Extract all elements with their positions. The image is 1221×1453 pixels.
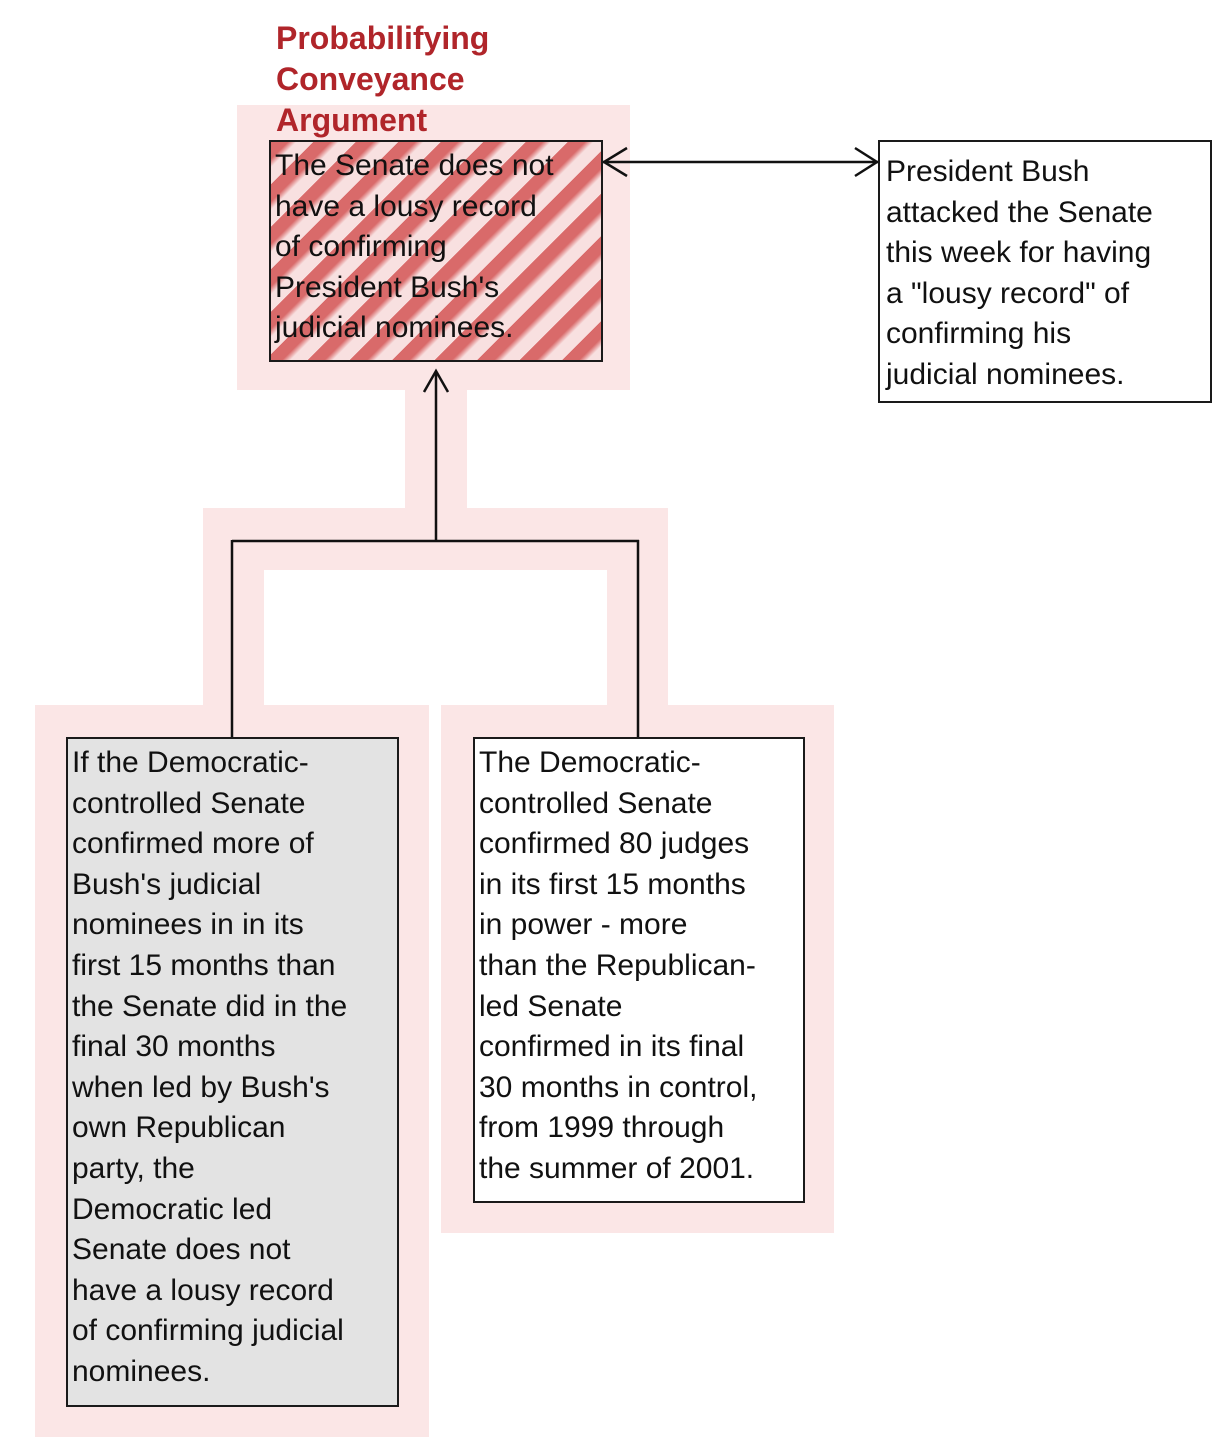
premise-node-1[interactable]: If the Democratic- controlled Senate confirmed more of Bush's judicial nominees in in its first 15 months than the Senate did in the final 30 months when led by Bush's own Republican party, the Democratic led Senate does not have a lousy record of confirming judicial nominees. [66,737,399,1407]
conclusion-node[interactable]: The Senate does not have a lousy record of confirming President Bush's judicial nominees. [269,140,603,362]
premise-node-2[interactable]: The Democratic- controlled Senate confirmed 80 judges in its first 15 months in power - more than the Republican- led Senate confirmed in its final 30 months in control, from 1999 through the summer of 2001. [473,737,805,1203]
argument-type-label: Probabilifying Conveyance Argument [276,20,490,138]
opposing-statement-node[interactable]: President Bush attacked the Senate this week for having a "lousy record" of confirming his judicial nominees. [878,140,1212,403]
